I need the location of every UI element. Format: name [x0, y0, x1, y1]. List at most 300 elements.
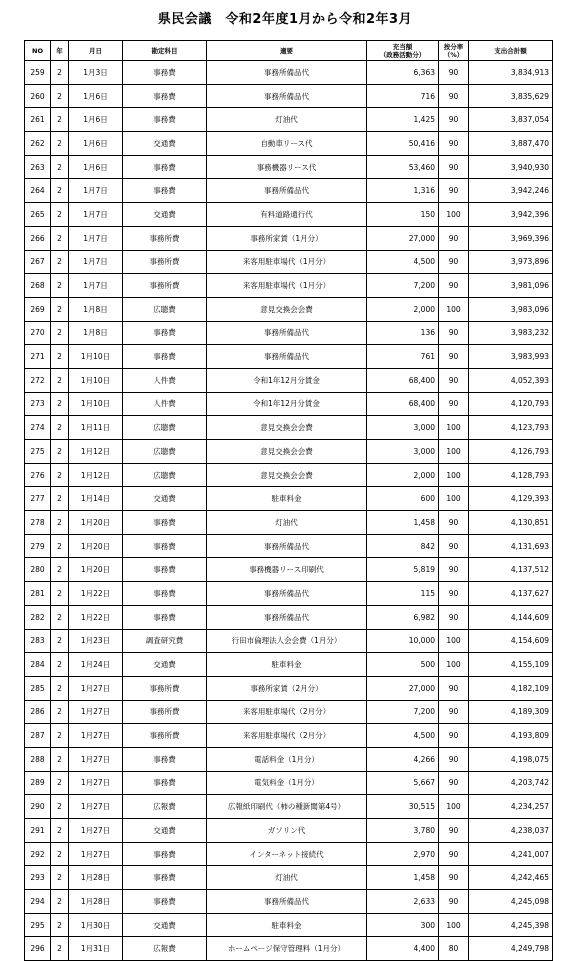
cell-date: 1月27日: [69, 795, 123, 819]
cell-ratio: 90: [439, 724, 469, 748]
cell-summary: ガソリン代: [207, 819, 367, 843]
header-account: 勘定科目: [123, 41, 207, 61]
table-row: [25, 558, 553, 582]
cell-date: 1月28日: [69, 890, 123, 914]
cell-total: 4,137,512: [469, 558, 553, 582]
table-row: [25, 653, 553, 677]
cell-date: 1月6日: [69, 84, 123, 108]
cell-total: 4,155,109: [469, 653, 553, 677]
header-ratio: [439, 41, 469, 61]
cell-account: 事務所費: [123, 724, 207, 748]
cell-date: 1月8日: [69, 321, 123, 345]
cell-amount: 4,266: [367, 747, 439, 771]
table-row: [25, 297, 553, 321]
cell-summary: 電気料金（1月分）: [207, 771, 367, 795]
cell-account: 広聴費: [123, 463, 207, 487]
cell-summary: 事務所備品代: [207, 345, 367, 369]
header-date: 月日: [69, 41, 123, 61]
cell-account: 事務費: [123, 345, 207, 369]
cell-date: 1月27日: [69, 724, 123, 748]
cell-no: 259: [25, 61, 51, 85]
cell-total: 3,834,913: [469, 61, 553, 85]
cell-summary: 事務所備品代: [207, 582, 367, 606]
cell-summary: 令和1年12月分賃金: [207, 368, 367, 392]
cell-amount: 4,500: [367, 724, 439, 748]
cell-ratio: 90: [439, 274, 469, 298]
cell-total: 4,234,257: [469, 795, 553, 819]
cell-total: 3,973,896: [469, 250, 553, 274]
cell-date: 1月11日: [69, 416, 123, 440]
cell-date: 1月3日: [69, 61, 123, 85]
header-amount-line2: （政務活動分）: [379, 50, 426, 59]
cell-year: 2: [51, 226, 69, 250]
cell-date: 1月27日: [69, 771, 123, 795]
cell-account: 広報費: [123, 795, 207, 819]
cell-no: 264: [25, 179, 51, 203]
cell-total: 4,137,627: [469, 582, 553, 606]
cell-total: 4,245,398: [469, 913, 553, 937]
table-row: [25, 890, 553, 914]
cell-date: 1月20日: [69, 558, 123, 582]
cell-no: 285: [25, 676, 51, 700]
header-ratio-line1: 按分率: [443, 42, 464, 51]
cell-amount: 3,000: [367, 440, 439, 464]
expense-ledger-table: [24, 40, 553, 961]
cell-summary: 来客用駐車場代（2月分）: [207, 700, 367, 724]
cell-no: 284: [25, 653, 51, 677]
cell-account: 交通費: [123, 203, 207, 227]
table-row: [25, 274, 553, 298]
cell-account: 事務費: [123, 321, 207, 345]
cell-ratio: 90: [439, 108, 469, 132]
cell-ratio: 90: [439, 676, 469, 700]
cell-total: 4,198,075: [469, 747, 553, 771]
cell-ratio: 90: [439, 368, 469, 392]
cell-date: 1月27日: [69, 842, 123, 866]
header-total: 支出合計額: [469, 41, 553, 61]
cell-summary: 事務所家賃（2月分）: [207, 676, 367, 700]
cell-account: 広聴費: [123, 297, 207, 321]
cell-date: 1月10日: [69, 392, 123, 416]
cell-year: 2: [51, 534, 69, 558]
cell-account: 交通費: [123, 653, 207, 677]
cell-no: 273: [25, 392, 51, 416]
cell-account: 交通費: [123, 132, 207, 156]
cell-amount: 2,970: [367, 842, 439, 866]
cell-year: 2: [51, 605, 69, 629]
cell-ratio: 90: [439, 392, 469, 416]
cell-total: 3,981,096: [469, 274, 553, 298]
cell-year: 2: [51, 179, 69, 203]
cell-ratio: 90: [439, 250, 469, 274]
cell-year: 2: [51, 582, 69, 606]
cell-date: 1月27日: [69, 819, 123, 843]
cell-amount: 2,633: [367, 890, 439, 914]
cell-account: 事務費: [123, 108, 207, 132]
cell-total: 4,120,793: [469, 392, 553, 416]
cell-account: 調査研究費: [123, 629, 207, 653]
table-row: [25, 747, 553, 771]
cell-date: 1月22日: [69, 605, 123, 629]
cell-summary: 駐車料金: [207, 913, 367, 937]
cell-ratio: 90: [439, 747, 469, 771]
cell-summary: 事務所備品代: [207, 605, 367, 629]
cell-summary: 事務所備品代: [207, 84, 367, 108]
table-row: [25, 629, 553, 653]
cell-amount: 53,460: [367, 155, 439, 179]
cell-no: 272: [25, 368, 51, 392]
table-row: [25, 61, 553, 85]
cell-summary: 来客用駐車場代（2月分）: [207, 724, 367, 748]
cell-account: 事務費: [123, 534, 207, 558]
cell-ratio: 90: [439, 700, 469, 724]
cell-date: 1月28日: [69, 866, 123, 890]
cell-ratio: 90: [439, 511, 469, 535]
cell-year: 2: [51, 132, 69, 156]
cell-summary: 令和1年12月分賃金: [207, 392, 367, 416]
cell-date: 1月12日: [69, 440, 123, 464]
cell-summary: 意見交換会会費: [207, 416, 367, 440]
cell-date: 1月23日: [69, 629, 123, 653]
cell-year: 2: [51, 771, 69, 795]
cell-no: 262: [25, 132, 51, 156]
cell-year: 2: [51, 297, 69, 321]
cell-amount: 5,819: [367, 558, 439, 582]
cell-amount: 5,667: [367, 771, 439, 795]
cell-amount: 842: [367, 534, 439, 558]
cell-account: 交通費: [123, 487, 207, 511]
cell-no: 278: [25, 511, 51, 535]
cell-year: 2: [51, 84, 69, 108]
cell-year: 2: [51, 653, 69, 677]
cell-account: 事務費: [123, 84, 207, 108]
cell-ratio: 90: [439, 84, 469, 108]
table-row: [25, 487, 553, 511]
cell-date: 1月7日: [69, 274, 123, 298]
table-row: [25, 155, 553, 179]
cell-date: 1月6日: [69, 132, 123, 156]
table-row: [25, 84, 553, 108]
cell-no: 296: [25, 937, 51, 961]
cell-no: 293: [25, 866, 51, 890]
cell-ratio: 100: [439, 487, 469, 511]
cell-year: 2: [51, 345, 69, 369]
cell-summary: 事務所備品代: [207, 534, 367, 558]
table-row: [25, 226, 553, 250]
cell-no: 274: [25, 416, 51, 440]
cell-account: 事務所費: [123, 226, 207, 250]
cell-total: 3,942,396: [469, 203, 553, 227]
cell-amount: 1,316: [367, 179, 439, 203]
cell-amount: 10,000: [367, 629, 439, 653]
cell-amount: 136: [367, 321, 439, 345]
cell-year: 2: [51, 511, 69, 535]
cell-account: 事務費: [123, 511, 207, 535]
cell-year: 2: [51, 416, 69, 440]
cell-summary: 灯油代: [207, 866, 367, 890]
cell-summary: 事務所家賃（1月分）: [207, 226, 367, 250]
cell-year: 2: [51, 795, 69, 819]
cell-no: 287: [25, 724, 51, 748]
cell-no: 292: [25, 842, 51, 866]
cell-amount: 300: [367, 913, 439, 937]
cell-year: 2: [51, 61, 69, 85]
cell-total: 4,123,793: [469, 416, 553, 440]
cell-no: 280: [25, 558, 51, 582]
cell-total: 3,887,470: [469, 132, 553, 156]
cell-ratio: 100: [439, 297, 469, 321]
cell-summary: 事務機器リース代: [207, 155, 367, 179]
cell-amount: 1,458: [367, 866, 439, 890]
cell-ratio: 100: [439, 653, 469, 677]
cell-summary: 電話料金（1月分）: [207, 747, 367, 771]
cell-summary: 灯油代: [207, 511, 367, 535]
table-row: [25, 179, 553, 203]
table-row: [25, 345, 553, 369]
cell-summary: 意見交換会会費: [207, 297, 367, 321]
cell-summary: 事務所備品代: [207, 61, 367, 85]
cell-amount: 716: [367, 84, 439, 108]
cell-amount: 500: [367, 653, 439, 677]
table-row: [25, 511, 553, 535]
cell-year: 2: [51, 937, 69, 961]
cell-date: 1月24日: [69, 653, 123, 677]
cell-account: 広聴費: [123, 440, 207, 464]
cell-summary: 事務所備品代: [207, 179, 367, 203]
cell-total: 4,203,742: [469, 771, 553, 795]
cell-amount: 3,780: [367, 819, 439, 843]
cell-ratio: 100: [439, 913, 469, 937]
cell-account: 事務所費: [123, 274, 207, 298]
cell-summary: 意見交換会会費: [207, 440, 367, 464]
cell-year: 2: [51, 724, 69, 748]
table-row: [25, 842, 553, 866]
cell-no: 289: [25, 771, 51, 795]
cell-total: 3,983,993: [469, 345, 553, 369]
table-row: [25, 866, 553, 890]
cell-year: 2: [51, 558, 69, 582]
cell-year: 2: [51, 842, 69, 866]
table-row: [25, 250, 553, 274]
cell-date: 1月27日: [69, 676, 123, 700]
header-amount-line1: 充当額: [392, 42, 413, 51]
cell-amount: 115: [367, 582, 439, 606]
cell-total: 4,182,109: [469, 676, 553, 700]
cell-total: 3,837,054: [469, 108, 553, 132]
cell-year: 2: [51, 890, 69, 914]
table-row: [25, 676, 553, 700]
cell-no: 286: [25, 700, 51, 724]
cell-summary: 事務所備品代: [207, 321, 367, 345]
table-row: [25, 771, 553, 795]
cell-ratio: 90: [439, 771, 469, 795]
cell-ratio: 90: [439, 558, 469, 582]
cell-no: 269: [25, 297, 51, 321]
cell-ratio: 90: [439, 179, 469, 203]
cell-account: 事務所費: [123, 700, 207, 724]
cell-total: 3,942,246: [469, 179, 553, 203]
cell-total: 4,193,809: [469, 724, 553, 748]
cell-ratio: 90: [439, 582, 469, 606]
cell-account: 事務費: [123, 558, 207, 582]
table-row: [25, 416, 553, 440]
cell-account: 事務費: [123, 771, 207, 795]
cell-date: 1月14日: [69, 487, 123, 511]
cell-date: 1月12日: [69, 463, 123, 487]
cell-summary: 駐車料金: [207, 487, 367, 511]
cell-year: 2: [51, 440, 69, 464]
page-title: 県民会議 令和2年度1月から令和2年3月: [157, 12, 413, 27]
cell-no: 266: [25, 226, 51, 250]
cell-ratio: 90: [439, 226, 469, 250]
cell-year: 2: [51, 700, 69, 724]
cell-ratio: 90: [439, 61, 469, 85]
header-no: NO: [25, 41, 51, 61]
cell-summary: 来客用駐車場代（1月分）: [207, 274, 367, 298]
cell-summary: 有料道路通行代: [207, 203, 367, 227]
cell-ratio: 90: [439, 132, 469, 156]
cell-amount: 68,400: [367, 368, 439, 392]
cell-account: 人件費: [123, 392, 207, 416]
cell-total: 4,128,793: [469, 463, 553, 487]
cell-total: 4,126,793: [469, 440, 553, 464]
table-row: [25, 795, 553, 819]
cell-account: 交通費: [123, 913, 207, 937]
cell-total: 3,969,396: [469, 226, 553, 250]
cell-account: 事務費: [123, 866, 207, 890]
table-row: [25, 392, 553, 416]
table-header-row: [25, 41, 553, 61]
cell-date: 1月20日: [69, 534, 123, 558]
cell-date: 1月27日: [69, 747, 123, 771]
cell-ratio: 90: [439, 890, 469, 914]
cell-total: 4,130,851: [469, 511, 553, 535]
cell-no: 260: [25, 84, 51, 108]
cell-no: 277: [25, 487, 51, 511]
table-row: [25, 582, 553, 606]
cell-account: 事務費: [123, 890, 207, 914]
cell-no: 265: [25, 203, 51, 227]
cell-total: 4,245,098: [469, 890, 553, 914]
table-row: [25, 819, 553, 843]
cell-date: 1月7日: [69, 179, 123, 203]
cell-total: 4,241,007: [469, 842, 553, 866]
table-row: [25, 937, 553, 961]
header-ratio-line2: （%）: [443, 50, 464, 59]
cell-amount: 50,416: [367, 132, 439, 156]
cell-no: 281: [25, 582, 51, 606]
cell-date: 1月8日: [69, 297, 123, 321]
cell-amount: 600: [367, 487, 439, 511]
cell-total: 4,189,309: [469, 700, 553, 724]
cell-no: 267: [25, 250, 51, 274]
cell-total: 4,129,393: [469, 487, 553, 511]
cell-total: 3,940,930: [469, 155, 553, 179]
cell-year: 2: [51, 913, 69, 937]
cell-year: 2: [51, 629, 69, 653]
cell-date: 1月27日: [69, 700, 123, 724]
cell-amount: 3,000: [367, 416, 439, 440]
cell-no: 261: [25, 108, 51, 132]
table-row: [25, 724, 553, 748]
cell-total: 4,249,798: [469, 937, 553, 961]
cell-ratio: 90: [439, 866, 469, 890]
cell-summary: 自動車リース代: [207, 132, 367, 156]
cell-ratio: 90: [439, 155, 469, 179]
cell-date: 1月6日: [69, 155, 123, 179]
cell-amount: 150: [367, 203, 439, 227]
cell-account: 事務費: [123, 747, 207, 771]
cell-year: 2: [51, 155, 69, 179]
cell-date: 1月10日: [69, 345, 123, 369]
cell-account: 事務費: [123, 179, 207, 203]
cell-no: 275: [25, 440, 51, 464]
cell-year: 2: [51, 392, 69, 416]
cell-amount: 4,500: [367, 250, 439, 274]
cell-summary: 広報紙印刷代（柿の種新聞第4号）: [207, 795, 367, 819]
cell-account: 人件費: [123, 368, 207, 392]
cell-amount: 27,000: [367, 226, 439, 250]
cell-ratio: 100: [439, 416, 469, 440]
cell-no: 288: [25, 747, 51, 771]
cell-summary: インターネット接続代: [207, 842, 367, 866]
cell-account: 事務費: [123, 61, 207, 85]
table-row: [25, 108, 553, 132]
cell-amount: 1,458: [367, 511, 439, 535]
cell-year: 2: [51, 274, 69, 298]
cell-no: 294: [25, 890, 51, 914]
cell-summary: 行田市倫理法人会会費（1月分）: [207, 629, 367, 653]
header-amount: [367, 41, 439, 61]
cell-year: 2: [51, 866, 69, 890]
cell-amount: 68,400: [367, 392, 439, 416]
header-year: 年: [51, 41, 69, 61]
cell-year: 2: [51, 250, 69, 274]
cell-total: 3,983,096: [469, 297, 553, 321]
cell-year: 2: [51, 463, 69, 487]
cell-total: 4,131,693: [469, 534, 553, 558]
cell-total: 4,144,609: [469, 605, 553, 629]
cell-year: 2: [51, 487, 69, 511]
cell-total: 3,983,232: [469, 321, 553, 345]
cell-summary: 駐車料金: [207, 653, 367, 677]
cell-ratio: 80: [439, 937, 469, 961]
cell-total: 4,154,609: [469, 629, 553, 653]
cell-no: 268: [25, 274, 51, 298]
cell-ratio: 90: [439, 345, 469, 369]
cell-date: 1月31日: [69, 937, 123, 961]
cell-no: 271: [25, 345, 51, 369]
cell-summary: 事務機器リース印刷代: [207, 558, 367, 582]
cell-account: 事務費: [123, 605, 207, 629]
cell-summary: ホームページ保守管理料（1月分）: [207, 937, 367, 961]
cell-account: 広聴費: [123, 416, 207, 440]
cell-year: 2: [51, 819, 69, 843]
cell-ratio: 100: [439, 629, 469, 653]
cell-amount: 1,425: [367, 108, 439, 132]
cell-ratio: 90: [439, 321, 469, 345]
cell-no: 295: [25, 913, 51, 937]
cell-ratio: 90: [439, 534, 469, 558]
cell-year: 2: [51, 203, 69, 227]
cell-ratio: 90: [439, 605, 469, 629]
cell-date: 1月6日: [69, 108, 123, 132]
cell-amount: 4,400: [367, 937, 439, 961]
cell-summary: 来客用駐車場代（1月分）: [207, 250, 367, 274]
cell-account: 事務所費: [123, 250, 207, 274]
cell-amount: 7,200: [367, 274, 439, 298]
table-row: [25, 132, 553, 156]
